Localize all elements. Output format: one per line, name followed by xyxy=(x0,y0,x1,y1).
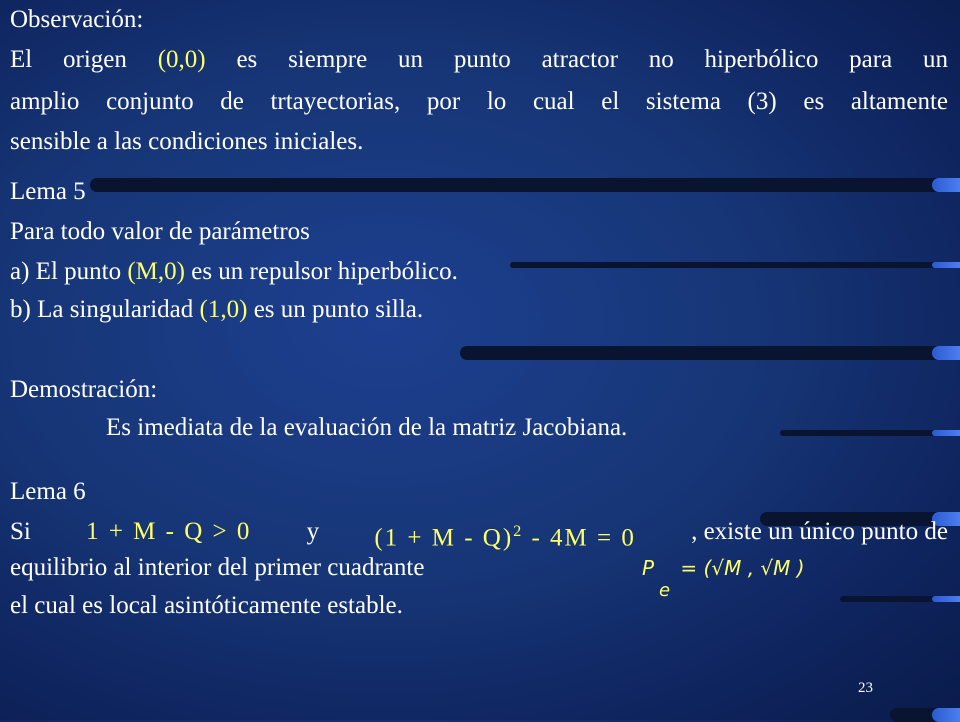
observation-line-2: amplio conjunto de trtayectorias, por lo cual el sistema (3) es altamente xyxy=(10,88,948,115)
lema6-title: Lema 6 xyxy=(10,478,86,505)
lema6-y: y xyxy=(306,518,320,545)
lema5-a-post: es un repulsor hiperbólico. xyxy=(191,258,458,285)
eq-p: P xyxy=(642,556,655,580)
lema6-line-1 xyxy=(10,516,948,554)
lema5-item-a xyxy=(10,256,458,288)
lema6-sup: 2 xyxy=(513,523,524,540)
lema5-b-pre: b) La singularidad xyxy=(10,296,194,323)
lema5-item-b xyxy=(10,294,423,326)
lema5-title: Lema 5 xyxy=(10,178,86,205)
page-number: 23 xyxy=(858,680,873,696)
equilibrium-equation xyxy=(642,556,805,601)
observation-line-3: sensible a las condiciones iniciales. xyxy=(10,128,364,155)
decor-bar-6 xyxy=(840,596,960,602)
lema6-line-2: equilibrio al interior del primer cuadrante xyxy=(10,554,425,581)
lema6-cond2b: - 4M = 0 xyxy=(531,524,636,552)
eq-rhs: = (√M , √M ) xyxy=(680,556,805,580)
point-M0: (M,0) xyxy=(127,258,185,285)
decor-bar-4 xyxy=(780,430,960,436)
lema6-si: Si xyxy=(10,518,31,545)
demo-title: Demostración: xyxy=(10,376,158,403)
decor-bar-2 xyxy=(510,262,960,268)
lema6-cond2a: (1 + M - Q) xyxy=(374,524,514,552)
lema5-b-post: es un punto silla. xyxy=(253,296,424,323)
lema6-cond1: 1 + M - Q > 0 xyxy=(86,518,252,545)
lema6-post: , existe un único punto de xyxy=(691,518,948,545)
lema5-a-pre: a) El punto xyxy=(10,258,122,285)
origin-point: (0,0) xyxy=(157,46,206,73)
lema5-line-1: Para todo valor de parámetros xyxy=(10,218,310,245)
decor-bar-3 xyxy=(460,346,960,360)
obs-line1-c: es siempre un punto atractor no hiperbólico para un xyxy=(236,46,949,73)
lema6-line-3: el cual es local asintóticamente estable. xyxy=(10,592,403,619)
obs-line1-a: El origen xyxy=(10,46,127,73)
observation-line-1 xyxy=(10,44,948,76)
lema6-cond2 xyxy=(374,516,636,554)
decor-bar-1 xyxy=(90,178,960,192)
point-10: (1,0) xyxy=(199,296,248,323)
eq-sub: e xyxy=(659,580,671,601)
demo-body: Es imediata de la evaluación de la matriz Jacobiana. xyxy=(106,414,628,441)
observation-title: Observación: xyxy=(10,6,144,33)
